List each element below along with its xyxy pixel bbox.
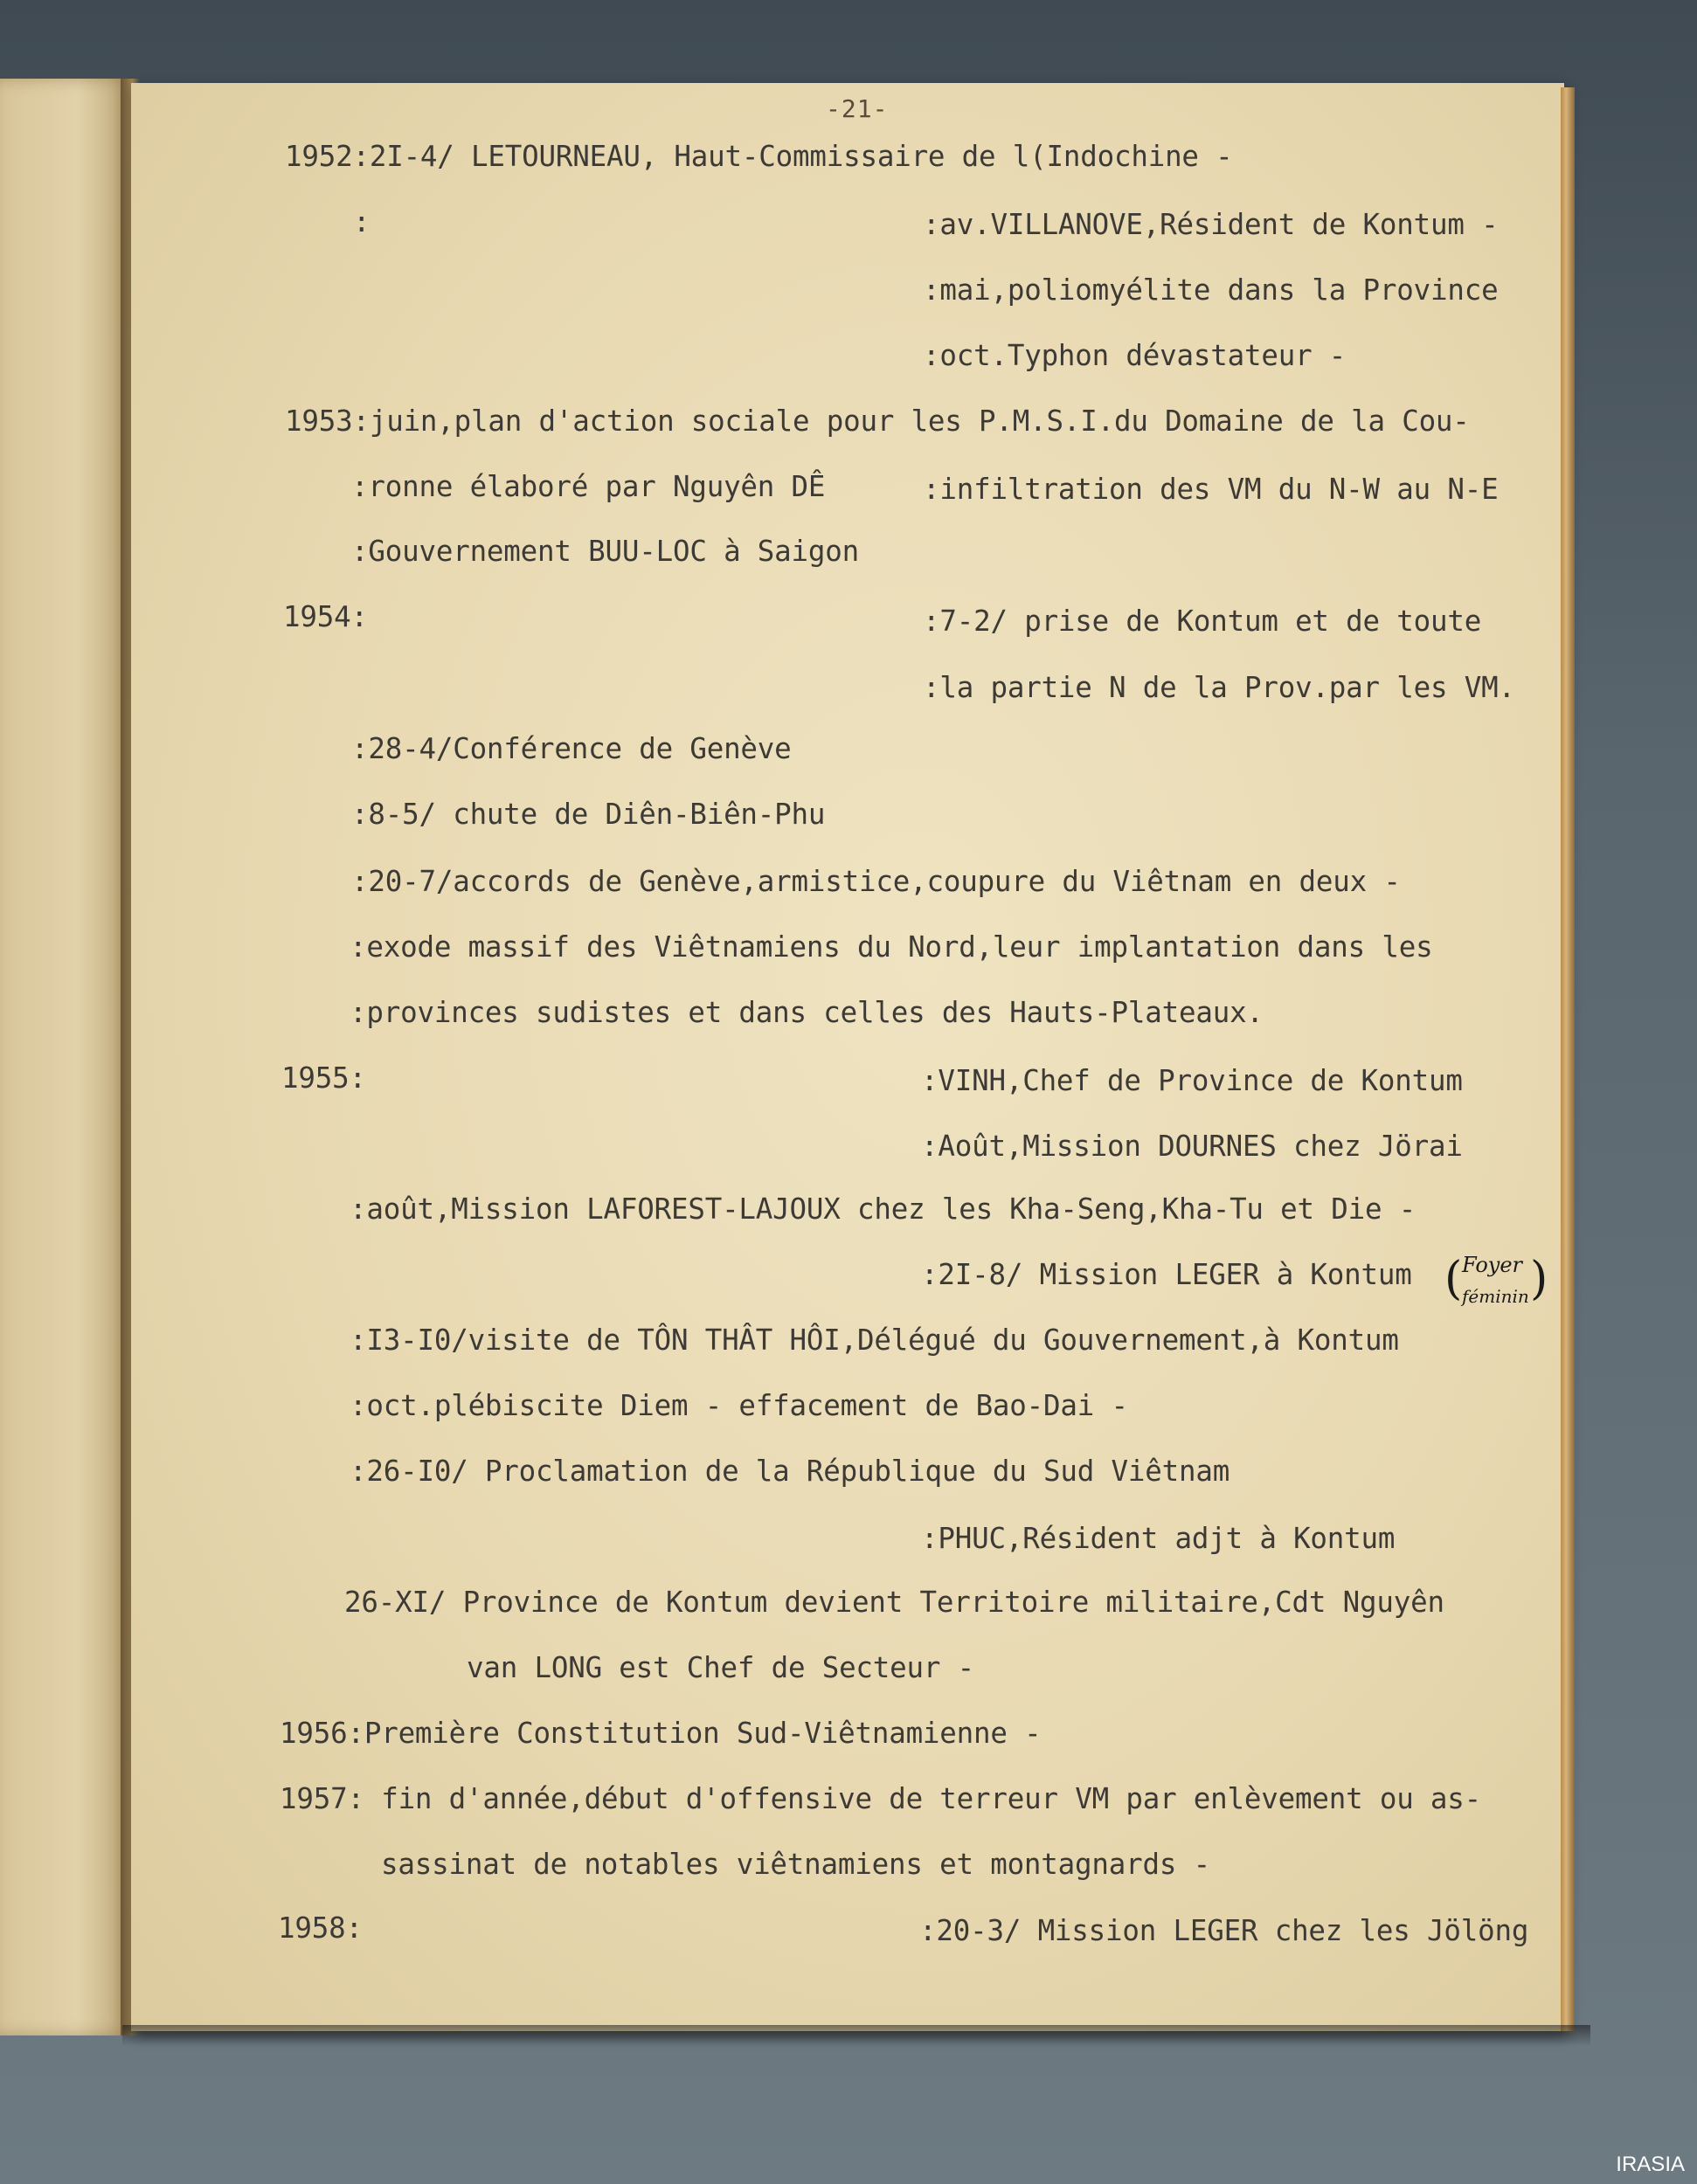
- chronology-line: :28-4/Conférence de Genève: [351, 732, 792, 765]
- chronology-line: :provinces sudistes et dans celles des Hauts-Plateaux.: [350, 996, 1264, 1029]
- chronology-line: :20-3/ Mission LEGER chez les Jölöng: [919, 1914, 1529, 1947]
- chronology-line: 26-XI/ Province de Kontum devient Territoire militaire,Cdt Nguyên: [344, 1586, 1444, 1619]
- chronology-line: :av.VILLANOVE,Résident de Kontum -: [923, 208, 1499, 241]
- chronology-line: :I3-I0/visite de TÔN THÂT HÔI,Délégué du Gouvernement,à Kontum: [350, 1324, 1399, 1357]
- chronology-line: 1954:: [283, 600, 368, 633]
- chronology-line: 1958:: [278, 1911, 363, 1945]
- chronology-line: :ronne élaboré par Nguyên DÊ: [351, 470, 826, 503]
- annotation-open-paren: (: [1444, 1253, 1463, 1305]
- handwritten-annotation: [1444, 1249, 1548, 1319]
- annotation-close-paren: ): [1530, 1253, 1548, 1305]
- chronology-line: :infiltration des VM du N-W au N-E: [923, 473, 1499, 506]
- chronology-line: 1956:Première Constitution Sud-Viêtnamienne -: [280, 1717, 1042, 1750]
- facing-page: [0, 79, 129, 2035]
- chronology-line: 1953:juin,plan d'action sociale pour les P.M.S.I.du Domaine de la Cou-: [285, 404, 1470, 438]
- chronology-line: :mai,poliomyélite dans la Province: [923, 273, 1499, 307]
- chronology-line: :PHUC,Résident adjt à Kontum: [921, 1522, 1396, 1555]
- chronology-line: :: [353, 205, 371, 238]
- chronology-line: :août,Mission LAFOREST-LAJOUX chez les Kha-Seng,Kha-Tu et Die -: [350, 1192, 1416, 1226]
- chronology-line: :exode massif des Viêtnamiens du Nord,leur implantation dans les: [350, 930, 1433, 964]
- annotation-word: Foyer: [1462, 1253, 1523, 1277]
- page-shadow: [122, 2025, 1590, 2046]
- chronology-line: :2I-8/ Mission LEGER à Kontum: [921, 1258, 1412, 1291]
- chronology-line: 1955:: [281, 1061, 366, 1095]
- annotation-word: féminin: [1462, 1286, 1529, 1307]
- chronology-line: :la partie N de la Prov.par les VM.: [923, 671, 1515, 704]
- chronology-line: 1957: fin d'année,début d'offensive de terreur VM par enlèvement ou as-: [280, 1782, 1482, 1815]
- chronology-line: :20-7/accords de Genève,armistice,coupure du Viêtnam en deux -: [351, 865, 1401, 898]
- chronology-line: :VINH,Chef de Province de Kontum: [921, 1064, 1463, 1097]
- page-number: -21-: [826, 94, 889, 123]
- chronology-line: sassinat de notables viêtnamiens et montagnards -: [381, 1848, 1210, 1881]
- chronology-line: :Gouvernement BUU-LOC à Saigon: [351, 535, 859, 568]
- page-edge: [1561, 87, 1575, 2031]
- chronology-line: :7-2/ prise de Kontum et de toute: [923, 605, 1482, 638]
- watermark: IRASIA: [1616, 2153, 1685, 2176]
- chronology-line: van LONG est Chef de Secteur -: [467, 1651, 974, 1684]
- chronology-line: :26-I0/ Proclamation de la République du Sud Viêtnam: [350, 1455, 1230, 1488]
- chronology-line: 1952:2I-4/ LETOURNEAU, Haut-Commissaire de l(Indochine -: [285, 140, 1233, 173]
- chronology-line: :oct.Typhon dévastateur -: [923, 339, 1347, 372]
- chronology-line: :Août,Mission DOURNES chez Jörai: [921, 1130, 1463, 1163]
- chronology-line: :8-5/ chute de Diên-Biên-Phu: [351, 798, 826, 831]
- chronology-line: :oct.plébiscite Diem - effacement de Bao-Dai -: [350, 1389, 1128, 1422]
